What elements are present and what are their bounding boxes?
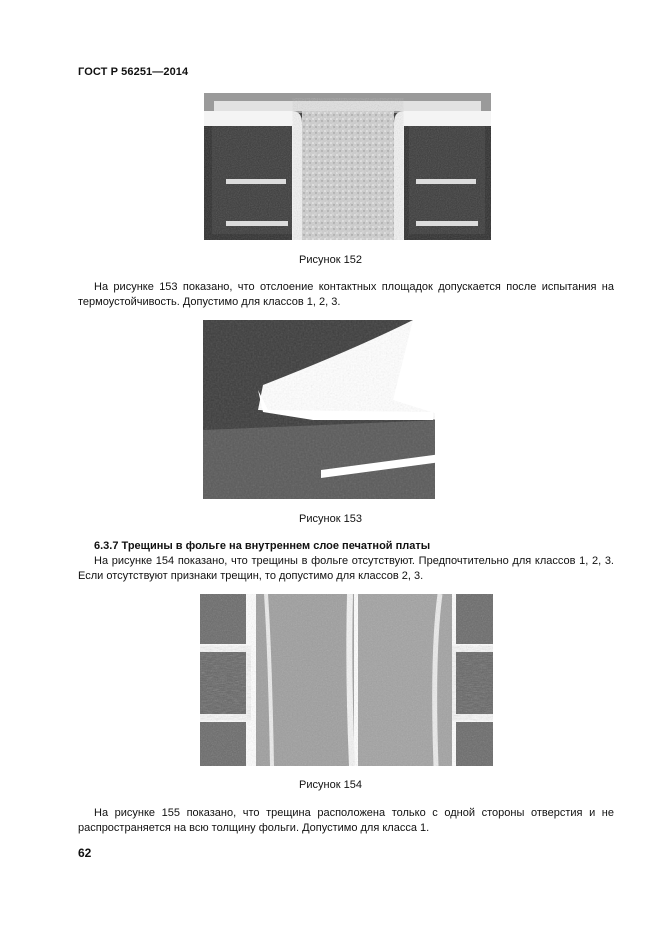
paragraph-figure-155 [78, 806, 614, 836]
paragraph-154-text: На рисунке 154 показано, что трещины в фольге отсутствуют. Предпочтительно для классов 1, 2, 3. Если отсутствуют признаки трещин, то допустимо для классов 2, 3. [78, 555, 614, 582]
figure-152-image [204, 93, 491, 240]
figure-154-micrograph [200, 594, 493, 766]
paragraph-155-text: На рисунке 155 показано, что трещина расположена только с одной стороны отверстия и не распространяется на всю толщину фольги. Допустимо для класса 1. [78, 807, 614, 834]
figure-154-caption: Рисунок 154 [299, 779, 362, 791]
paragraph-153-text: На рисунке 153 показано, что отслоение контактных площадок допускается после испытания на термоустойчивость. Допустимо для классов 1, 2, 3. [78, 281, 614, 308]
page-number: 62 [78, 846, 92, 860]
section-heading: 6.3.7 Трещины в фольге на внутреннем слое печатной платы [94, 540, 431, 552]
figure-153-caption: Рисунок 153 [299, 513, 362, 525]
document-header: ГОСТ Р 56251—2014 [78, 66, 189, 78]
figure-153-image [203, 320, 441, 499]
figure-152-caption: Рисунок 152 [299, 254, 362, 266]
paragraph-figure-153 [78, 280, 614, 310]
figure-152-micrograph [204, 93, 491, 240]
figure-153-micrograph [203, 320, 441, 499]
figure-154-image [200, 594, 493, 766]
section-6-3-7 [78, 539, 614, 584]
